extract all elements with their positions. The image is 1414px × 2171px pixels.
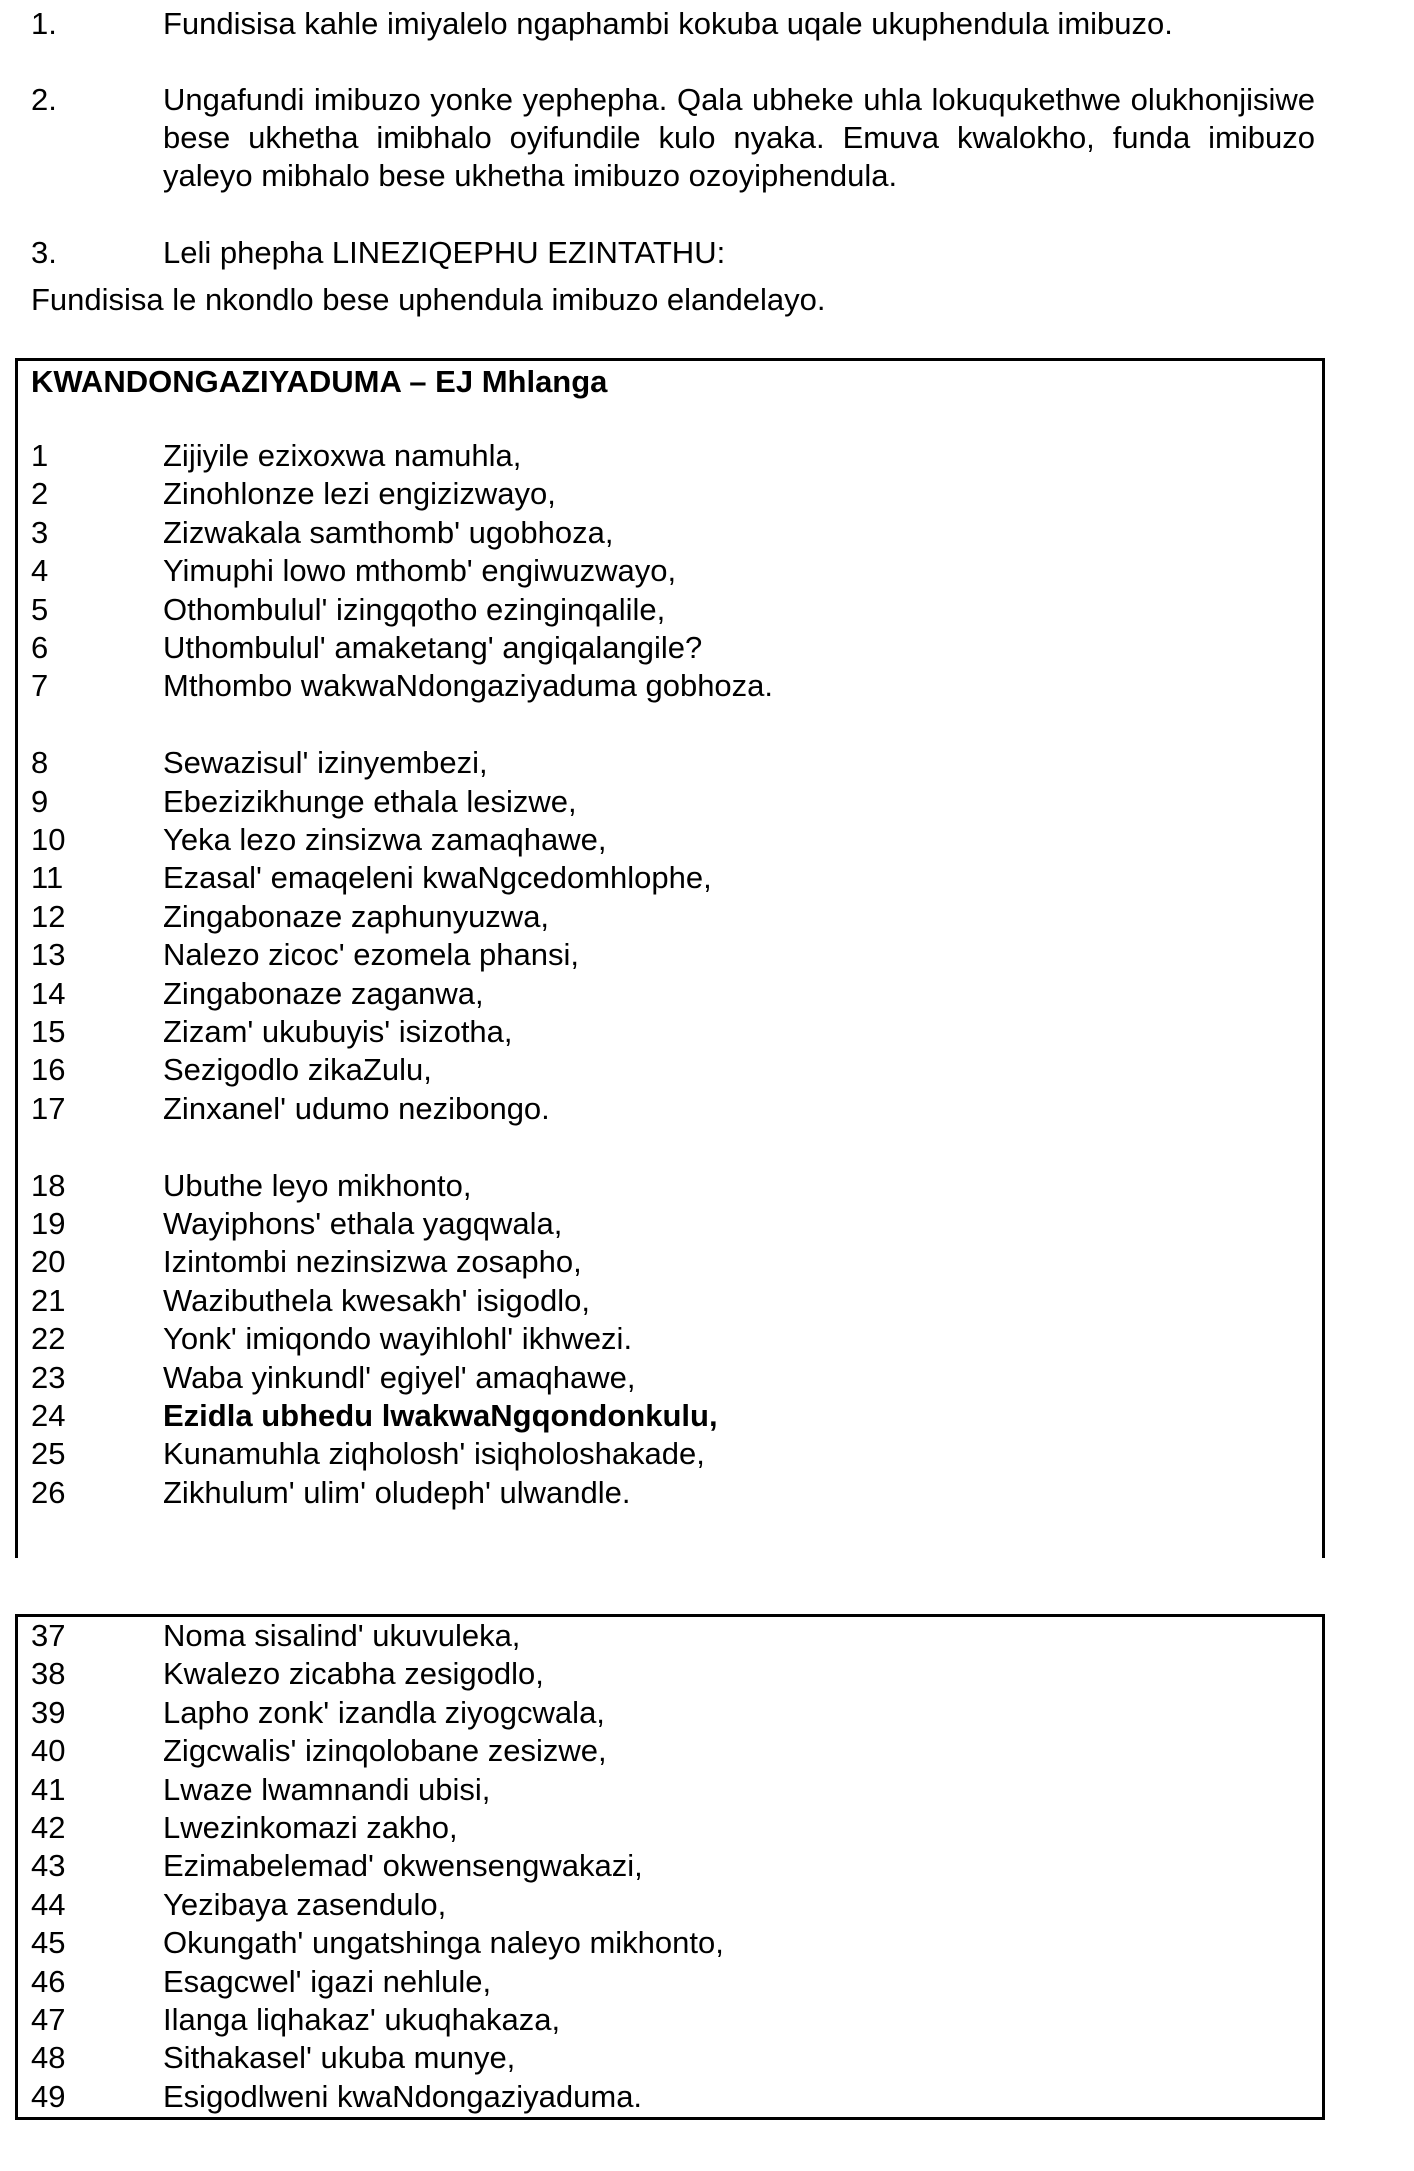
line-text: Esigodlweni kwaNdongaziyaduma.: [163, 2079, 643, 2114]
line-number: 19: [31, 1206, 66, 1241]
line-number: 49: [31, 2079, 66, 2114]
line-text: Yimuphi lowo mthomb' engiwuzwayo,: [163, 553, 677, 588]
line-text: Zingabonaze zaphunyuzwa,: [163, 899, 550, 934]
line-number: 20: [31, 1244, 66, 1279]
line-number: 44: [31, 1887, 66, 1922]
line-text: Noma sisalind' ukuvuleka,: [163, 1618, 521, 1653]
line-text: Zikhulum' ulim' oludeph' ulwandle.: [163, 1475, 631, 1510]
line-number: 41: [31, 1772, 66, 1807]
line-number: 37: [31, 1618, 66, 1653]
line-text: Sezigodlo zikaZulu,: [163, 1052, 432, 1087]
instruction-text: Ungafundi imibuzo yonke yephepha. Qala ubheke uhla lokuqukethwe olukhonjisiwe bese ukhetha imibhalo oyifundile kulo nyaka. Emuva kwalokho, funda imibuzo yaleyo mibhalo bese ukhetha imibuzo ozoyiphendula.: [163, 82, 1315, 193]
line-number: 46: [31, 1964, 66, 1999]
line-text: Zingabonaze zaganwa,: [163, 976, 484, 1011]
line-number: 9: [31, 784, 49, 819]
line-number: 47: [31, 2002, 66, 2037]
line-number: 25: [31, 1436, 66, 1471]
line-number: 3: [31, 515, 49, 550]
line-text: Zinxanel' udumo nezibongo.: [163, 1091, 550, 1126]
line-text: Zizwakala samthomb' ugobhoza,: [163, 515, 614, 550]
line-number: 5: [31, 592, 49, 627]
line-text: Ilanga liqhakaz' ukuqhakaza,: [163, 2002, 561, 2037]
line-text: Zizam' ukubuyis' isizotha,: [163, 1014, 513, 1049]
line-number: 10: [31, 822, 66, 857]
instruction-text: Leli phepha LINEZIQEPHU EZINTATHU:: [163, 235, 726, 270]
line-number: 13: [31, 937, 66, 972]
line-text: Lwaze lwamnandi ubisi,: [163, 1772, 491, 1807]
line-number: 14: [31, 976, 66, 1011]
line-text: Uthombulul' amaketang' angiqalangile?: [163, 630, 703, 665]
line-text: Zigcwalis' izinqolobane zesizwe,: [163, 1733, 607, 1768]
lead-text: Fundisisa le nkondlo bese uphendula imibuzo elandelayo.: [31, 282, 826, 317]
line-number: 17: [31, 1091, 66, 1126]
line-number: 38: [31, 1656, 66, 1691]
instruction-number: 3.: [31, 235, 57, 270]
line-text: Ezidla ubhedu lwakwaNgqondonkulu,: [163, 1398, 718, 1433]
line-number: 11: [31, 860, 64, 895]
line-text: Wazibuthela kwesakh' isigodlo,: [163, 1283, 590, 1318]
line-text: Mthombo wakwaNdongaziyaduma gobhoza.: [163, 668, 774, 703]
line-number: 45: [31, 1925, 66, 1960]
line-number: 2: [31, 476, 49, 511]
line-number: 24: [31, 1398, 66, 1433]
line-number: 18: [31, 1168, 66, 1203]
line-number: 8: [31, 745, 49, 780]
line-number: 23: [31, 1360, 66, 1395]
poem-box-part2: [15, 1614, 1325, 2120]
line-text: Izintombi nezinsizwa zosapho,: [163, 1244, 582, 1279]
line-text: Lapho zonk' izandla ziyogcwala,: [163, 1695, 605, 1730]
line-text: Ebezizikhunge ethala lesizwe,: [163, 784, 577, 819]
line-number: 4: [31, 553, 49, 588]
line-text: Othombulul' izingqotho ezinginqalile,: [163, 592, 666, 627]
line-number: 43: [31, 1848, 66, 1883]
line-text: Nalezo zicoc' ezomela phansi,: [163, 937, 580, 972]
line-number: 39: [31, 1695, 66, 1730]
line-text: Sithakasel' ukuba munye,: [163, 2040, 516, 2075]
cut-off-line: [31, 1554, 40, 1558]
line-text: Ezasal' emaqeleni kwaNgcedomhlophe,: [163, 860, 712, 895]
line-number: 6: [31, 630, 49, 665]
line-text: Lwezinkomazi zakho,: [163, 1810, 458, 1845]
line-number: 1: [31, 438, 49, 473]
instruction-number: 1.: [31, 6, 57, 41]
line-text: Ezimabelemad' okwensengwakazi,: [163, 1848, 643, 1883]
line-text: Kwalezo zicabha zesigodlo,: [163, 1656, 544, 1691]
line-number: 22: [31, 1321, 66, 1356]
line-text: Wayiphons' ethala yagqwala,: [163, 1206, 563, 1241]
line-text: Yezibaya zasendulo,: [163, 1887, 447, 1922]
line-text: Okungath' ungatshinga naleyo mikhonto,: [163, 1925, 724, 1960]
instruction-text: Fundisisa kahle imiyalelo ngaphambi kokuba uqale ukuphendula imibuzo.: [163, 6, 1173, 41]
line-number: 40: [31, 1733, 66, 1768]
line-text: Zinohlonze lezi engizizwayo,: [163, 476, 556, 511]
line-text: Yonk' imiqondo wayihlohl' ikhwezi.: [163, 1321, 633, 1356]
line-text: Ubuthe leyo mikhonto,: [163, 1168, 472, 1203]
line-number: 7: [31, 668, 49, 703]
line-text: Esagcwel' igazi nehlule,: [163, 1964, 492, 1999]
line-number: 26: [31, 1475, 66, 1510]
line-number: 15: [31, 1014, 66, 1049]
line-number: 21: [31, 1283, 66, 1318]
line-number: 48: [31, 2040, 66, 2075]
line-number: 16: [31, 1052, 66, 1087]
line-text: Waba yinkundl' egiyel' amaqhawe,: [163, 1360, 636, 1395]
line-text: Zijiyile ezixoxwa namuhla,: [163, 438, 522, 473]
line-text: Yeka lezo zinsizwa zamaqhawe,: [163, 822, 607, 857]
line-text: Kunamuhla ziqholosh' isiqholoshakade,: [163, 1436, 705, 1471]
poem-title: KWANDONGAZIYADUMA – EJ Mhlanga: [31, 364, 608, 399]
instruction-number: 2.: [31, 82, 57, 117]
line-text: Sewazisul' izinyembezi,: [163, 745, 488, 780]
line-number: 42: [31, 1810, 66, 1845]
poem-box-part1: [15, 358, 1325, 1558]
line-number: 12: [31, 899, 66, 934]
